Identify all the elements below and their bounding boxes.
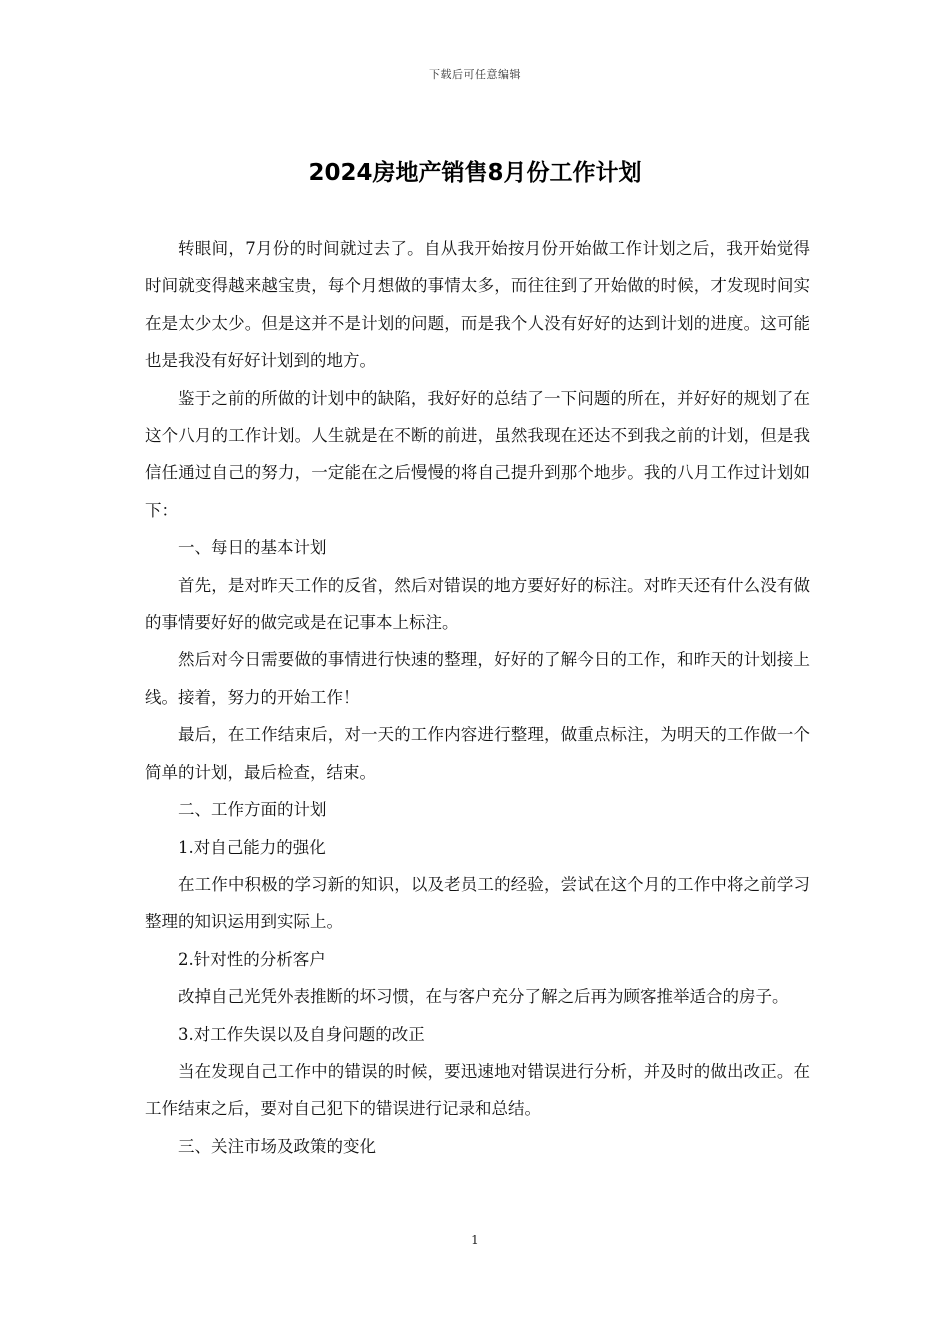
section-heading-market-policy: 三、关注市场及政策的变化 xyxy=(178,1136,376,1156)
paragraph-summary: 鉴于之前的所做的计划中的缺陷，我好好的总结了一下问题的所在，并好好的规划了在这个八月的工作计划。人生就是在不断的前进，虽然我现在还达不到我之前的计划，但是我信任通过自己的努力，一定能在之后慢慢的将自己提升到那个地步。我的八月工作过计划如下： xyxy=(145,388,810,520)
paragraph-daily-organize: 然后对今日需要做的事情进行快速的整理，好好的了解今日的工作，和昨天的计划接上线。接着，努力的开始工作！ xyxy=(145,650,810,707)
document-title: 2024房地产销售8月份工作计划 xyxy=(308,160,642,186)
page-number: 1 xyxy=(471,1233,479,1247)
paragraph-intro: 转眼间，7月份的时间就过去了。自从我开始按月份开始做工作计划之后，我开始觉得时间就变得越来越宝贵，每个月想做的事情太多，而往往到了开始做的时候，才发现时间实在是太少太少。但是这并不是计划的问题，而是我个人没有好好的达到计划的进度。这可能也是我没有好好计划到的地方。 xyxy=(145,239,810,371)
section-heading-daily-plan: 一、每日的基本计划 xyxy=(178,538,327,558)
subheading-ability: 1.对自己能力的强化 xyxy=(178,837,326,857)
paragraph-ability: 在工作中积极的学习新的知识，以及老员工的经验，尝试在这个月的工作中将之前学习整理的知识运用到实际上。 xyxy=(145,874,810,932)
section-heading-work-plan: 二、工作方面的计划 xyxy=(178,800,327,820)
paragraph-daily-wrapup: 最后，在工作结束后，对一天的工作内容进行整理，做重点标注，为明天的工作做一个简单的计划，最后检查，结束。 xyxy=(145,725,810,782)
paragraph-customer-analysis: 改掉自己光凭外表推断的坏习惯，在与客户充分了解之后再为顾客推举适合的房子。 xyxy=(178,987,789,1007)
document-body xyxy=(145,230,810,1165)
subheading-customer-analysis: 2.针对性的分析客户 xyxy=(178,949,326,969)
header-note: 下载后可任意编辑 xyxy=(429,68,521,81)
paragraph-daily-review: 首先，是对昨天工作的反省，然后对错误的地方要好好的标注。对昨天还有什么没有做的事情要好好的做完或是在记事本上标注。 xyxy=(145,575,810,633)
subheading-error-correction: 3.对工作失误以及自身问题的改正 xyxy=(178,1024,425,1044)
paragraph-error-correction: 当在发现自己工作中的错误的时候，要迅速地对错误进行分析，并及时的做出改正。在工作结束之后，要对自己犯下的错误进行记录和总结。 xyxy=(145,1061,810,1119)
